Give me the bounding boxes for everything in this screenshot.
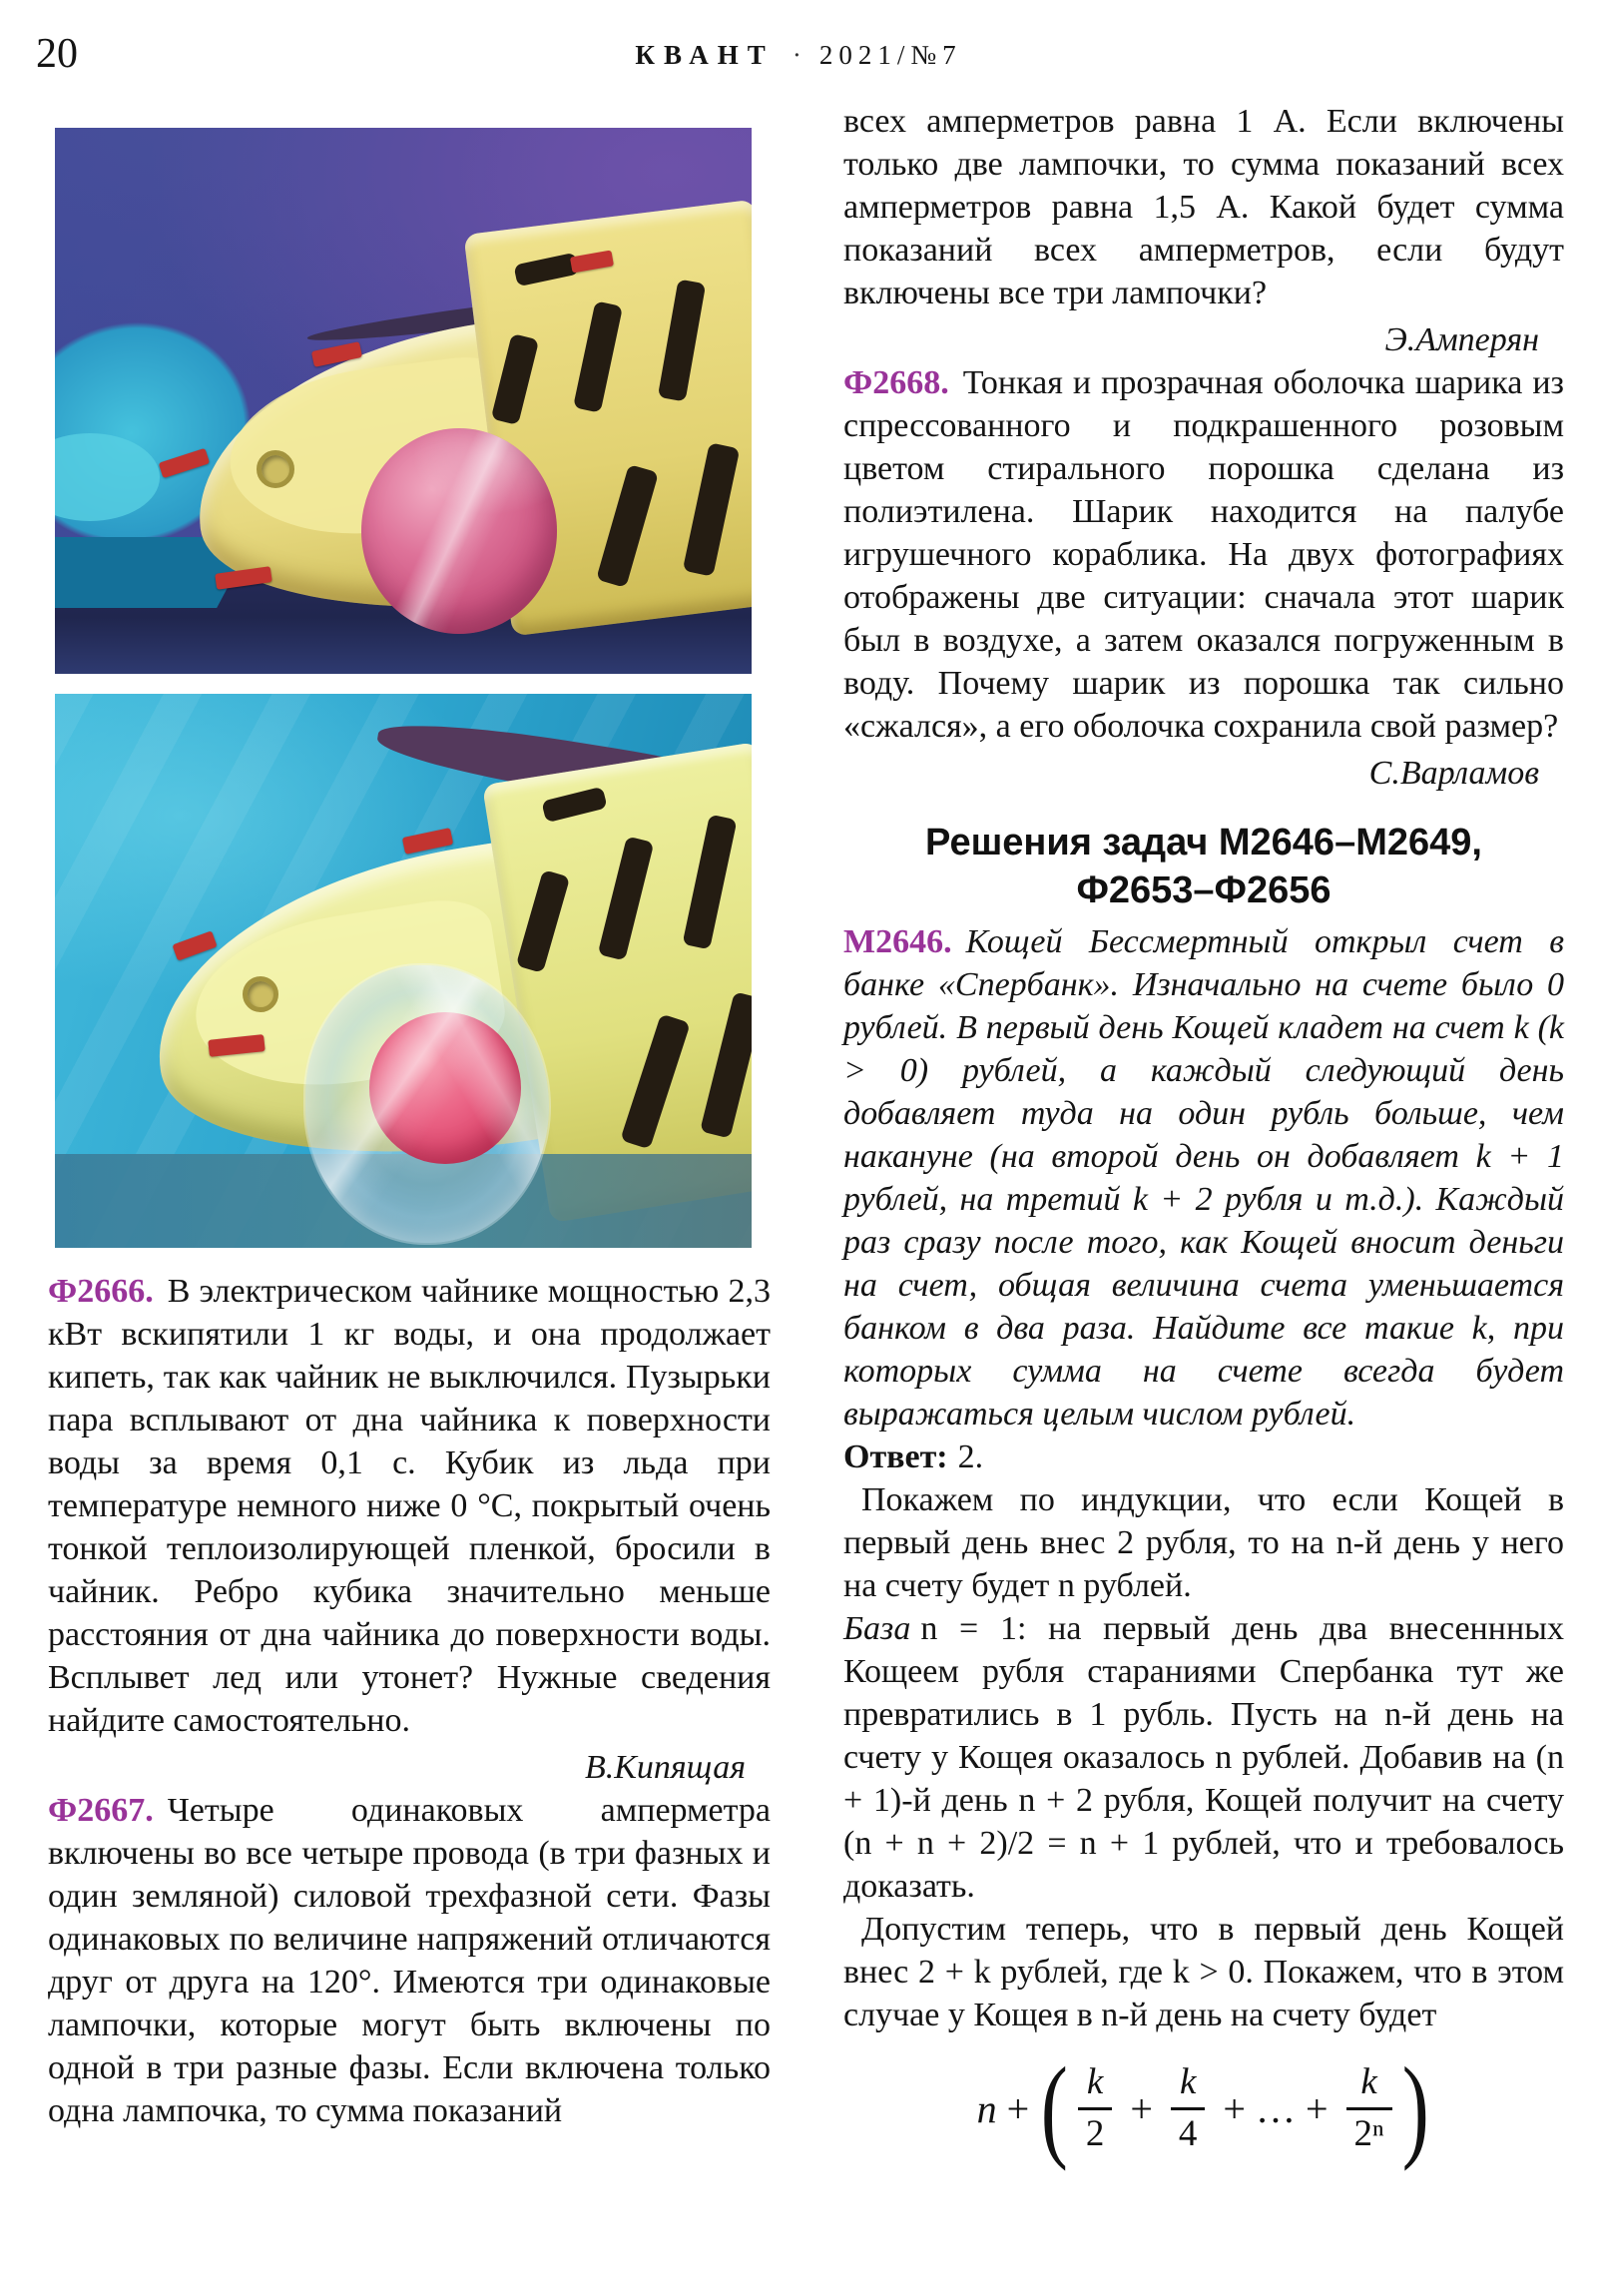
problem-label-f2666: Ф2666. — [48, 1273, 154, 1310]
film-glint — [305, 965, 549, 1243]
solution-paragraph-1: Покажем по индукции, что если Кощей в первый день внес 2 рубля, то на n-й день у него на счету будет n рублей. — [843, 1481, 1564, 1604]
section-heading — [843, 819, 1564, 914]
induction-base-label: База — [843, 1610, 911, 1647]
photo-ball-in-air — [55, 128, 752, 674]
solution-paragraph-2-text: n = 1: на первый день два внесеннных Кощеем рубля стараниями Спербанка тут же превратились в 1 рубль. Пусть на n-й день на счету у Кощея оказалось n рублей. Добавив на (n + 1)-й день n + 2 рубля, Кощей получит на счету (n + n + 2)/2 = n + 1 рублей, что и требовалось доказать. — [843, 1610, 1564, 1905]
problem-text-f2668: Тонкая и прозрачная оболочка шарика из спрессованного и подкрашенного розовым цветом стирального порошка сделана из полиэтилена. Шарик находится на палубе игрушечного кораблика. На двух фотографиях отображены две ситуации: сначала этот шарик был в воздухе, а затем оказался погруженным в воду. Почему шарик из порошка так сильно «сжался», а его оболочка сохранила свой размер? — [843, 364, 1564, 745]
open-paren: ( — [1041, 2044, 1069, 2172]
fraction-denominator: 2 — [1078, 2107, 1113, 2156]
film-wrap-highlight — [361, 428, 557, 634]
fraction-k-over-4 — [1171, 2061, 1206, 2155]
problem-f2667 — [48, 1789, 771, 2132]
formula-plus: + — [1006, 2085, 1030, 2131]
problem-label-f2668: Ф2668. — [843, 364, 949, 401]
answer-value: 2. — [957, 1438, 984, 1475]
formula-prefix: n — [976, 2085, 997, 2131]
solution-paragraph-3: Допустим теперь, что в первый день Кощей внес 2 + k рублей, где k > 0. Покажем, что в этом случае у Кощея в n-й день на счету будет — [843, 1911, 1564, 2033]
page-number: 20 — [36, 31, 78, 77]
sum-formula — [843, 2044, 1564, 2172]
fraction-numerator: k — [1086, 2060, 1104, 2102]
problem-f2666 — [48, 1270, 771, 1742]
problem-label-f2667: Ф2667. — [48, 1792, 154, 1829]
formula-plus: + — [1130, 2085, 1153, 2131]
fraction-k-over-2 — [1078, 2061, 1113, 2155]
porthole — [257, 450, 294, 488]
fraction-numerator: k — [1179, 2060, 1197, 2102]
issue-label: 2021/№7 — [818, 40, 962, 70]
fraction-numerator: k — [1360, 2060, 1377, 2102]
problem-m2646 — [843, 920, 1564, 1435]
section-heading-line2: Ф2653–Ф2656 — [1076, 869, 1331, 911]
section-heading-line1: Решения задач М2646–М2649, — [925, 822, 1482, 863]
photo-ball-in-water — [55, 694, 752, 1248]
close-paren: ) — [1401, 2044, 1429, 2172]
problem-f2667-continuation: всех амперметров равна 1 А. Если включены только две лампочки, то сумма показаний всех амперметров равна 1,5 А. Какой будет сумма показаний всех амперметров, если будут включены все три лампочки? — [843, 103, 1564, 311]
right-column — [843, 100, 1564, 2172]
film-bubble — [305, 965, 549, 1243]
problem-text-f2666: В электрическом чайнике мощностью 2,3 кВт вскипятили 1 кг воды, и она продолжает кипеть, так как чайник не выключился. Пузырьки пара всплывают от дна чайника к поверхности воды за время 0,1 с. Кубик из льда при температуре немного ниже 0 °С, покрытый очень тонкой теплоизолирующей пленкой, бросили в чайник. Ребро кубика значительно меньше расстояния от дна чайника до поверхности воды. Всплывет лед или утонет? Нужные сведения найдите самостоятельно. — [48, 1273, 771, 1739]
author-signature: Э.Амперян — [1384, 321, 1539, 358]
author-signature: С.Варламов — [1368, 755, 1539, 792]
solution-paragraph-2 — [843, 1607, 1564, 1908]
author-signature: В.Кипящая — [585, 1749, 746, 1786]
answer-label: Ответ: — [843, 1438, 948, 1475]
header-separator: · — [792, 40, 801, 70]
left-column — [48, 1270, 771, 2132]
fraction-denominator: 4 — [1171, 2107, 1206, 2156]
fraction-denominator: 2ⁿ — [1346, 2107, 1392, 2156]
problem-f2668 — [843, 361, 1564, 748]
answer-line — [843, 1435, 1564, 1478]
journal-title: КВАНТ — [635, 40, 775, 70]
formula-ellipsis: + … + — [1223, 2085, 1329, 2131]
problem-text-m2646: Кощей Бессмертный открыл счет в банке «Спербанк». Изначально на счете было 0 рублей. В первый день Кощей кладет на счет k (k > 0) рублей, а каждый следующий день добавляет туда на один рубль больше, чем накануне (на второй день он добавляет k + 1 рублей, на третий k + 2 рубля и т.д.). Каждый раз сразу после того, как Кощей вносит деньги на счет, общая величина счета уменьшается банком в два раза. Найдите все такие k, при которых сумма на счете всегда будет выражаться целым числом рублей. — [843, 923, 1564, 1433]
pink-ball — [361, 428, 557, 634]
problem-label-m2646: М2646. — [843, 923, 952, 960]
fraction-k-over-2n — [1346, 2061, 1392, 2155]
problem-text-f2667: Четыре одинаковых амперметра включены во все четыре провода (в три фазных и один земляной) силовой трехфазной сети. Фазы одинаковых по величине напряжений отличаются друг от друга на 120°. Имеются три одинаковые лампочки, которые могут быть включены по одной в три разные фазы. Если включена только одна лампочка, то сумма показаний — [48, 1792, 771, 2129]
running-header — [0, 40, 1597, 71]
